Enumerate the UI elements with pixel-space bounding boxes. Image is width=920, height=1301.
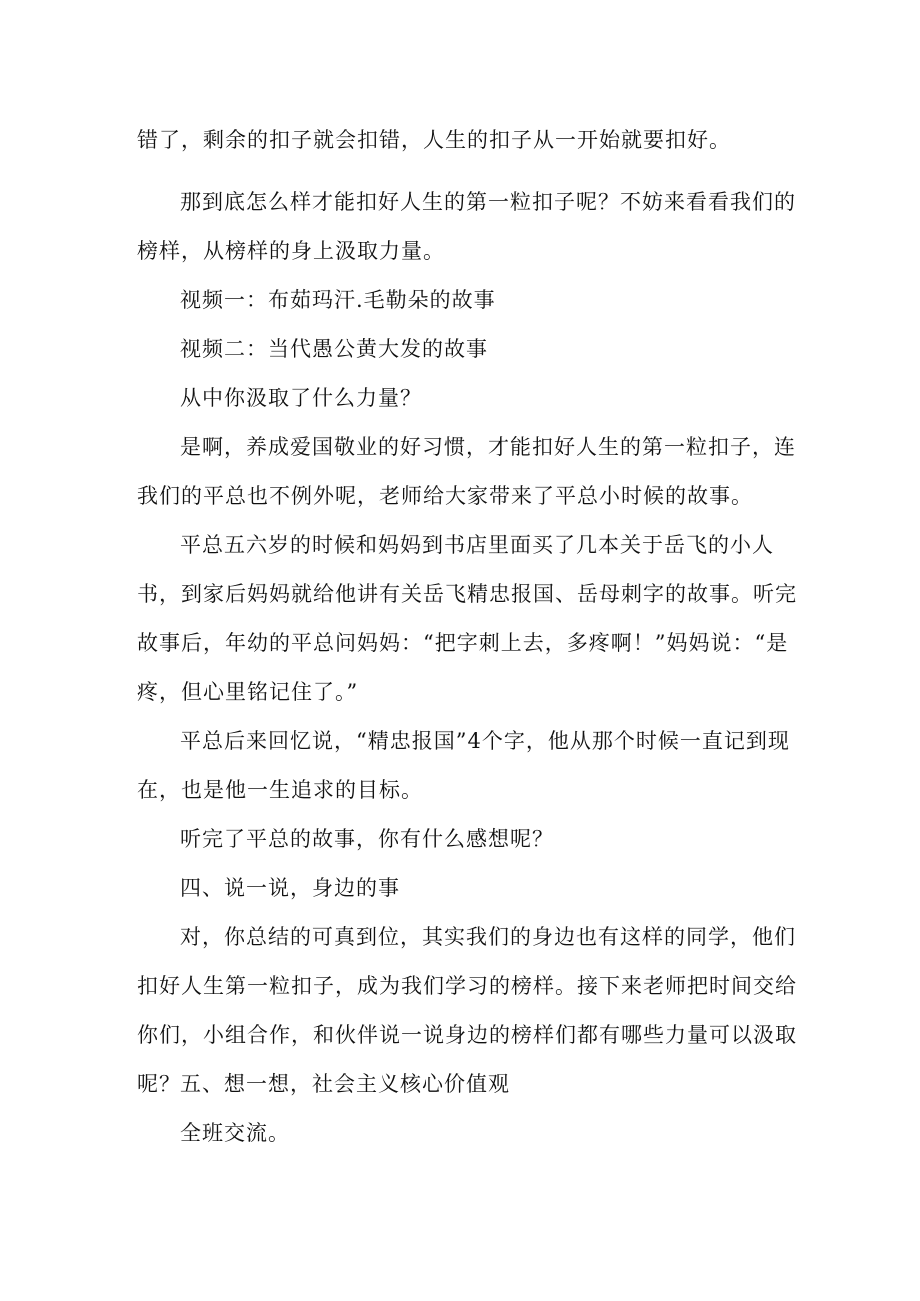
section-heading-five: 五、想一想，社会主义核心价值观 [180,1072,510,1096]
paragraph-video-one: 视频一：布茹玛汗.毛勒朵的故事 [180,288,496,312]
paragraph-class-exchange: 全班交流。 [180,1121,290,1145]
paragraph-role-model-question: 那到底怎么样才能扣好人生的第一粒扣子呢？不妨来看看我们的榜样，从榜样的身上汲取力量。 [137,190,796,263]
paragraph-recollection: 平总后来回忆说，“精忠报国”4个字，他从那个时候一直记到现在，也是他一生追求的目标。 [137,729,790,802]
paragraph-video-two: 视频二：当代愚公黄大发的故事 [180,337,488,361]
paragraph-group-discussion: 对，你总结的可真到位，其实我们的身边也有这样的同学，他们扣好人生第一粒扣子，成为我们学习的榜样。接下来老师把时间交给你们，小组合作，和伙伴说一说身边的榜样们都有哪些力量可以汲取呢？ [137,925,797,1096]
paragraph-feelings-question: 听完了平总的故事，你有什么感想呢？ [180,827,554,851]
paragraph-continuation: 错了，剩余的扣子就会扣错，人生的扣子从一开始就要扣好。 [137,128,731,152]
paragraph-patriotic-habit: 是啊，养成爱国敬业的好习惯，才能扣好人生的第一粒扣子，连我们的平总也不例外呢，老师给大家带来了平总小时候的故事。 [137,435,796,508]
paragraph-strength-question: 从中你汲取了什么力量？ [180,386,422,410]
paragraph-childhood-story: 平总五六岁的时候和妈妈到书店里面买了几本关于岳飞的小人书，到家后妈妈就给他讲有关岳飞精忠报国、岳母刺字的故事。听完故事后，年幼的平总问妈妈：“把字刺上去，多疼啊！”妈妈说：“是疼，但心里铭记住了。” [137,533,797,704]
section-heading-four: 四、说一说，身边的事 [180,876,400,900]
